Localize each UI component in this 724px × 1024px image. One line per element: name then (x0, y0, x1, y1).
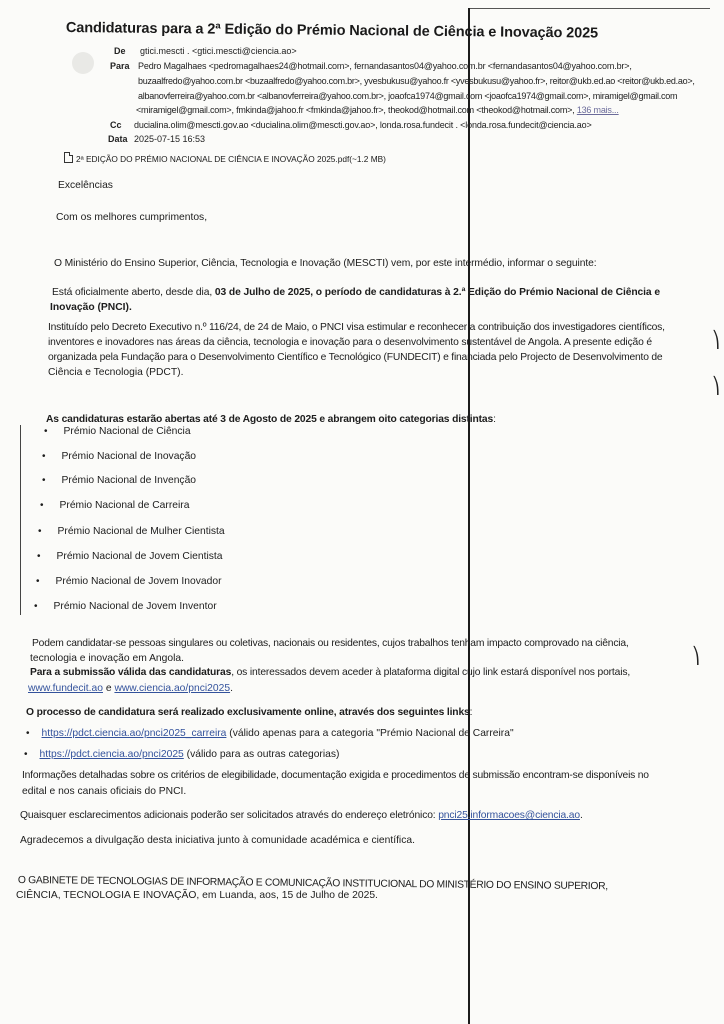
link-note: (válido apenas para a categoria "Prémio Nacional de Carreira" (226, 728, 514, 739)
to-line-4-text: <miramigel@gmail.com>, fmkinda@jahoo.fr <fmkinda@jahoo.fr>, theokod@hotmail.com <theokod@hotmail.com>, (136, 105, 575, 115)
decree-line-2: inventores e inovadores nas áreas da ciência, tecnologia e inovação para o desenvolvimento sustentável de Angola. A presente edição é (48, 337, 653, 348)
carreira-submission-link[interactable]: https://pdct.ciencia.ao/pnci2025_carreira (41, 728, 227, 739)
announcement-line-2: Inovação (PNCI). (50, 302, 132, 313)
portals-and: e (102, 683, 115, 694)
announcement-text-a: Está oficialmente aberto, desde dia, (52, 287, 215, 298)
scan-left-margin-line (20, 425, 21, 615)
intro-paragraph: O Ministério do Ensino Superior, Ciência, Tecnologia e Inovação (MESCTI) vem, por este intermédio, informar o seguinte: (54, 258, 597, 269)
categories-intro (46, 414, 496, 425)
portals-line (28, 683, 233, 694)
scan-vertical-line (468, 8, 470, 1024)
fundecit-portal-link[interactable]: www.fundecit.ao (28, 683, 103, 694)
portals-end: . (230, 683, 233, 694)
date-label: Data (108, 134, 128, 144)
date-value: 2025-07-15 16:53 (134, 134, 206, 144)
announcement-date: 03 de Julho de 2025 (214, 287, 311, 298)
from-value: gtici.mescti . <gtici.mescti@ciencia.ao> (140, 46, 297, 56)
list-item: • Prémio Nacional de Jovem Cientista (37, 551, 223, 562)
category-label: Prémio Nacional de Inovação (61, 451, 197, 462)
contact-text: Quaisquer esclarecimentos adicionais poderão ser solicitados através do endereço eletrónico: (20, 810, 439, 821)
pdf-file-icon (64, 152, 73, 163)
category-label: Prémio Nacional de Jovem Cientista (56, 551, 223, 562)
decree-line-3: organizada pela Fundação para o Desenvolvimento Científico e Tecnológico (FUNDECIT) e financiada pelo Projecto de Desenvolvimento de (48, 352, 663, 363)
category-label: Prémio Nacional de Ciência (63, 426, 191, 437)
margin-bracket-1: ⎞ (712, 332, 720, 349)
to-label: Para (110, 61, 130, 71)
announcement-line-1 (52, 287, 660, 298)
more-recipients-link[interactable]: 136 mais... (576, 105, 619, 115)
scan-top-line (470, 8, 710, 9)
margin-bracket-3: ⎞ (692, 648, 700, 665)
info-line-1: Informações detalhadas sobre os critérios de elegibilidade, documentação exigida e procedimentos de submissão encontram-se disponíveis no (22, 770, 649, 781)
thanks-line: Agradecemos a divulgação desta iniciativa junto à comunidade académica e científica. (20, 835, 415, 846)
attachment-size: (~1.2 MB) (349, 154, 386, 164)
cc-value: ducialina.olim@mescti.gov.ao <ducialina.olim@mescti.gov.ao>, londa.rosa.fundecit . <londa.rosa.fundecit@ciencia.ao> (134, 120, 592, 130)
category-label: Prémio Nacional de Jovem Inventor (53, 601, 217, 612)
category-label: Prémio Nacional de Invenção (61, 475, 197, 486)
list-item: • Prémio Nacional de Jovem Inventor (34, 601, 217, 612)
categories-intro-end: : (493, 414, 496, 425)
to-line-3: albanovferreira@yahoo.com.br <albanovferreira@yahoo.com.br>, joaofca1974@gmail.com <joaofca1974@gmail.com>, miramigel@gmail.com (138, 91, 678, 101)
decree-line-1: Instituído pelo Decreto Executivo n.º 116/24, de 24 de Maio, o PNCI visa estimular e reconhecer a contribuição dos investigadores científicos, (48, 322, 665, 333)
announcement-text-c: , o período de candidaturas à 2.ª Edição do Prémio Nacional de Ciência e (310, 287, 660, 298)
submission-line (30, 667, 630, 678)
ciencia-portal-link[interactable]: www.ciencia.ao/pnci2025 (114, 683, 231, 694)
link-note: (válido para as outras categorias) (183, 749, 340, 760)
online-process-end: : (469, 707, 473, 718)
cc-label: Cc (110, 120, 122, 130)
decree-line-4: Ciência e Tecnologia (PDCT). (48, 367, 184, 378)
contact-email-link[interactable]: pnci25.informacoes@ciencia.ao (438, 810, 580, 821)
eligibility-line-1: Podem candidatar-se pessoas singulares ou coletivas, nacionais ou residentes, cujos trabalhos tenham impacto comprovado na ciência, (32, 638, 629, 649)
list-item: • Prémio Nacional de Invenção (42, 475, 197, 486)
list-item: • Prémio Nacional de Ciência (44, 426, 191, 437)
to-line-4 (136, 105, 619, 115)
to-line-1: Pedro Magalhaes <pedromagalhaes24@hotmail.com>, fernandasantos04@yahoo.com.br <fernandasantos04@yahoo.com.br>, (138, 61, 632, 71)
category-label: Prémio Nacional de Jovem Inovador (55, 576, 222, 587)
contact-end: . (579, 810, 583, 821)
general-submission-link[interactable]: https://pdct.ciencia.ao/pnci2025 (39, 749, 184, 760)
margin-bracket-2: ⎞ (712, 378, 720, 395)
closing-line-2: CIÊNCIA, TECNOLOGIA E INOVAÇÃO, em Luanda, aos, 15 de Julho de 2025. (16, 890, 378, 901)
list-item: • Prémio Nacional de Mulher Cientista (38, 526, 225, 537)
submission-rest: , os interessados devem aceder à plataforma digital cujo link estará disponível nos portais, (231, 667, 631, 678)
greeting: Excelências (58, 180, 113, 191)
list-item: • Prémio Nacional de Jovem Inovador (36, 576, 222, 587)
online-process (26, 707, 472, 718)
eligibility-line-2: tecnologia e inovação em Angola. (30, 653, 184, 664)
submission-bold: Para a submissão válida das candidaturas (30, 667, 232, 678)
email-subject: Candidaturas para a 2ª Edição do Prémio Nacional de Ciência e Inovação 2025 (65, 20, 599, 42)
category-label: Prémio Nacional de Carreira (59, 500, 190, 511)
to-line-2: buzaalfredo@yahoo.com.br <buzaalfredo@yahoo.com.br>, yvesbukusu@yahoo.fr <yvesbukusu@yahoo.fr>, reitor@ukb.ed.ao <reitor@ukb.ed.ao>, (138, 76, 695, 86)
category-label: Prémio Nacional de Mulher Cientista (57, 526, 225, 537)
categories-intro-text: As candidaturas estarão abertas até 3 de Agosto de 2025 e abrangem oito categorias distintas (46, 414, 494, 425)
list-item: • Prémio Nacional de Inovação (42, 451, 197, 462)
list-item: • https://pdct.ciencia.ao/pnci2025_carreira (válido apenas para a categoria "Prémio Nacional de Carreira" (26, 728, 514, 739)
from-label: De (114, 46, 126, 56)
list-item: • https://pdct.ciencia.ao/pnci2025 (válido para as outras categorias) (24, 749, 340, 760)
contact-line (20, 810, 583, 821)
attachment[interactable] (64, 152, 386, 164)
attachment-name: 2ª EDIÇÃO DO PRÉMIO NACIONAL DE CIÊNCIA E INOVAÇÃO 2025.pdf (76, 154, 350, 164)
closing-line-1: O GABINETE DE TECNOLOGIAS DE INFORMAÇÃO E COMUNICAÇÃO INSTITUCIONAL DO MINISTÉRIO DO ENSINO SUPERIOR, (17, 875, 608, 893)
info-line-2: edital e nos canais oficiais do PNCI. (22, 786, 187, 797)
list-item: • Prémio Nacional de Carreira (40, 500, 190, 511)
regards: Com os melhores cumprimentos, (56, 212, 208, 223)
avatar (72, 52, 94, 74)
online-process-bold: O processo de candidatura será realizado exclusivamente online, através dos seguintes links (26, 707, 470, 718)
